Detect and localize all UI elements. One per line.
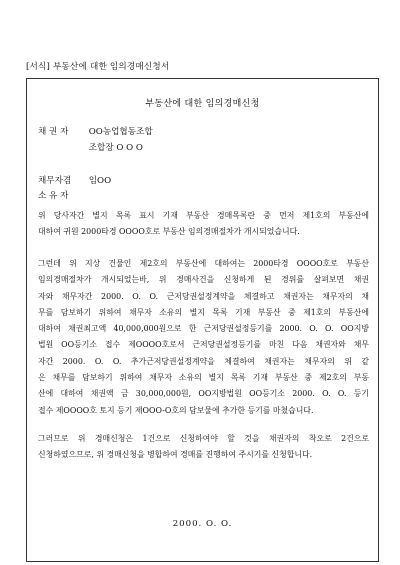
paragraph-line: 그런데 위 지상 건물인 제2호의 부동산에 대하여는 2000타경 OOOO호로 부동산 xyxy=(38,259,369,268)
paragraph-line: 그러므로 위 경매신청은 1건으로 신청하여야 할 것을 채권자의 착오로 2건으로 xyxy=(38,434,369,443)
creditor-representative-row xyxy=(38,141,143,153)
paragraph-2 xyxy=(38,256,369,419)
document-page xyxy=(26,78,379,562)
document-title: 부동산에 대한 임의경매신청 xyxy=(145,99,260,109)
creditor-name: OO농업협동조합 xyxy=(88,127,153,137)
paragraph-line: 접수 제OOOO호 토지 등기 제OOO-O호의 담보물에 추가한 등기를 마쳤습니다. xyxy=(38,405,314,415)
paragraph-line: 산에 대하여 채권액 금 30,000,000원, OO지방법원 OO등기소 2000. O. O. 등기 xyxy=(38,389,369,399)
paragraph-line: 위 당사자간 별지 목록 표시 기재 부동산 경매목록란 중 먼저 제1호의 부동산에 xyxy=(38,211,369,220)
paragraph-line: 대하여 채권최고액 40,000,000원으로 한 근저당권설정등기를 2000. O. O. OO지방 xyxy=(38,324,369,334)
creditor-row xyxy=(38,125,153,137)
paragraph-line: 신청하였으므로, 위 경매신청을 병합하여 경매를 진행하여 주시기를 신청합니다. xyxy=(38,450,313,460)
paragraph-line: 법원 OO등기소 접수 제OOOO호로서 근저당권설정등기를 마친 다음 채권자와 채무 xyxy=(38,340,369,350)
paragraph-1 xyxy=(38,208,369,241)
form-caption: [서식] 부동산에 대한 임의경매신청서 xyxy=(26,62,170,72)
debtor-name: 임OO xyxy=(88,176,112,186)
paragraph-line: 자와 채무자간 2000. O. O. 근저당권설정계약을 체결하고 채권자는 채무자의 채 xyxy=(38,291,369,301)
paragraph-line: 은 채무를 담보하기 위하여 채무자 소유의 별지 목록 기재 부동산 중 제2호의 부동 xyxy=(38,373,369,383)
paragraph-line: 임의경매절차가 개시되었는바, 위 경매사건을 신청하게 된 경위를 살펴보면 채권 xyxy=(38,275,369,285)
paragraph-line: 무를 담보하기 위하여 채무자 소유의 별지 목록 기재 부동산 중 제1호의 부동산에 xyxy=(38,307,369,317)
owner-label: 소 유 자 xyxy=(38,191,69,201)
paragraph-line: 대하여 귀원 2000타경 OOOO호로 부동산 임의경매절차가 개시되었습니다. xyxy=(38,227,300,237)
owner-row xyxy=(38,189,80,201)
debtor-row xyxy=(38,174,111,186)
creditor-representative: 조합장 O O O xyxy=(88,143,143,153)
paragraph-line: 자간 2000. O. O. 추가근저당권설정계약을 체결하여 채권자는 채무자의 위 같 xyxy=(38,356,369,366)
document-date: 2000. O. O. xyxy=(172,519,233,529)
paragraph-3 xyxy=(38,431,369,464)
debtor-label: 채무자겸 xyxy=(38,176,72,186)
creditor-label: 채 권 자 xyxy=(38,127,69,137)
